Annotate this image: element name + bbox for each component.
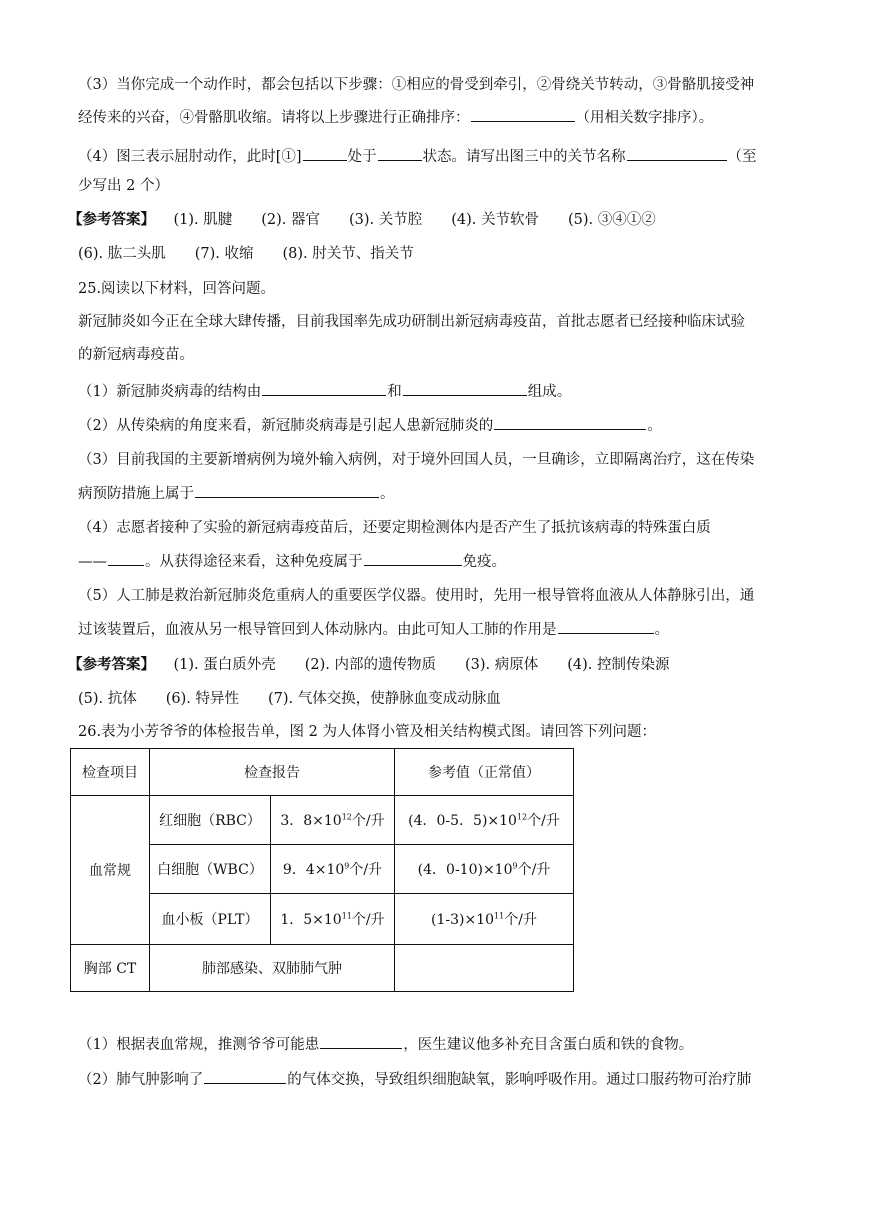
q25-part1 [78,381,571,402]
wbc-value-exp: 9 [344,861,350,871]
plt-ref-base: (1-3)×10 [431,912,495,928]
plt-name: 血小板（PLT） [150,894,271,945]
wbc-reference [395,845,574,894]
plt-ref-unit: 个/升 [504,912,537,928]
rbc-ref-unit: 个/升 [527,813,560,829]
q25-part1-text-a: （1）新冠肺炎病毒的结构由 [78,384,262,400]
q25-part2 [78,415,662,436]
q25-part4-dash: —— [78,554,107,570]
group-blood-routine: 血常规 [71,796,150,945]
q24-part4-line2: 少写出 2 个） [78,178,169,194]
wbc-value-base: 9．4×10 [282,862,345,878]
q26-answer-blank-1[interactable] [320,1034,402,1049]
plt-value-unit: 个/升 [351,912,385,928]
q24-part4-text-d: （至 [727,149,757,165]
rbc-value [271,796,395,845]
wbc-value-unit: 个/升 [349,862,383,878]
q25-answer-blank-1[interactable] [262,381,386,396]
q26-part2 [78,1069,751,1090]
q25-answer-blank-2[interactable] [403,381,527,396]
q25-part3-line1: （3）目前我国的主要新增病例为境外输入病例，对于境外回国人员，一旦确诊，立即隔离治疗，这在传染 [78,452,755,468]
rbc-value-unit: 个/升 [351,813,385,829]
q25-answer-line1 [68,655,669,675]
q26-answer-blank-2[interactable] [204,1069,286,1084]
q25-material-line1: 新冠肺炎如今正在全球大肆传播，目前我国率先成功研制出新冠病毒疫苗，首批志愿者已经接种临床试验 [78,314,745,330]
q25-part4-text-c: 免疫。 [462,554,506,570]
rbc-ref-base: (4．0-5．5)×10 [408,813,517,829]
q25-material-line2: 的新冠病毒疫苗。 [78,347,194,363]
ct-name: 胸部 CT [71,945,150,992]
q25-part5-text-b: 。 [654,622,669,638]
wbc-name: 白细胞（WBC） [150,845,271,894]
q25-part4-line2 [78,551,506,572]
q25-part1-text-b: 和 [387,384,402,400]
q26-part1 [78,1034,693,1055]
q25-answer-blank-3[interactable] [494,415,646,430]
header-item: 检查项目 [71,749,150,796]
rbc-name: 红细胞（RBC） [150,796,271,845]
q25-part5-line1: （5）人工肺是救治新冠肺炎危重病人的重要医学仪器。使用时，先用一根导管将血液从人体静脉引出，通 [78,588,755,604]
header-report: 检查报告 [150,749,395,796]
plt-value-exp: 11 [341,911,352,921]
wbc-value [271,845,395,894]
q25-part1-text-c: 组成。 [527,384,572,400]
q25-answer-line2: (5). 抗体 (6). 特异性 (7). 气体交换，使静脉血变成动脉血 [78,691,501,707]
q25-part3-line2 [78,483,395,504]
q24-answers-1: (1). 肌腱 (2). 器官 (3). 关节腔 (4). 关节软骨 (5). ③④①② [173,212,656,228]
wbc-ref-base: (4．0-10)×10 [417,862,513,878]
q25-answer-blank-7[interactable] [558,619,654,634]
q26-part1-text-a: （1）根据表血常规，推测爷爷可能患 [78,1037,320,1053]
q24-part4-text-a: （4）图三表示屈肘动作，此时[①] [78,149,302,165]
plt-value-base: 1．5×10 [280,912,342,928]
plt-value [271,894,395,945]
q25-part3-text-b: 。 [380,486,395,502]
table-row [71,945,574,992]
table-header-row [71,749,574,796]
q24-part4-text-c: 状态。请写出图三中的关节名称 [422,149,626,165]
checkup-report-table [70,748,574,992]
q24-part4-line1 [78,146,757,167]
ct-value: 肺部感染、双肺肺气肿 [150,945,395,992]
q24-answer-label: 【参考答案】 [68,211,155,228]
q25-part2-text-a: （2）从传染病的角度来看，新冠肺炎病毒是引起人患新冠肺炎的 [78,418,494,434]
rbc-value-exp: 12 [341,812,352,822]
rbc-value-base: 3．8×10 [280,813,342,829]
q24-answer-line2: (6). 肱二头肌 (7). 收缩 (8). 肘关节、指关节 [78,246,414,262]
q24-part3-text-b: （用相关数字排序）。 [575,110,714,126]
q26-part1-text-b: ，医生建议他多补充目含蛋白质和铁的食物。 [403,1037,694,1053]
q26-part2-text-b: 的气体交换，导致组织细胞缺氧，影响呼吸作用。通过口服药物可治疗肺 [287,1072,752,1088]
q25-part4-text-b: 。从获得途径来看，这种免疫属于 [145,554,363,570]
q24-part3-line1: （3）当你完成一个动作时，都会包括以下步骤：①相应的骨受到牵引，②骨绕关节转动，③骨骼肌接受神 [78,77,755,93]
q25-title: 25.阅读以下材料，回答问题。 [78,281,276,297]
rbc-reference [395,796,574,845]
plt-reference [395,894,574,945]
q25-answer-blank-6[interactable] [364,551,462,566]
q26-title: 26.表为小芳爷爷的体检报告单，图 2 为人体肾小管及相关结构模式图。请回答下列问题： [78,724,656,740]
q25-part4-line1: （4）志愿者接种了实验的新冠病毒疫苗后，还要定期检测体内是否产生了抵抗该病毒的特殊蛋白质 [78,520,711,536]
q24-answer-blank-joints[interactable] [627,146,727,161]
plt-ref-exp: 11 [494,911,505,921]
q25-part3-text-a: 病预防措施上属于 [78,486,194,502]
q25-part5-text-a: 过该装置后，血液从另一根导管回到人体动脉内。由此可知人工肺的作用是 [78,622,557,638]
q25-answer-label: 【参考答案】 [68,656,155,673]
header-reference: 参考值（正常值） [395,749,574,796]
table-row [71,796,574,845]
q24-answer-blank-order[interactable] [471,107,575,122]
wbc-ref-exp: 9 [512,861,518,871]
q24-answer-blank-state[interactable] [378,146,422,161]
q25-answer-blank-5[interactable] [108,551,144,566]
q25-part5-line2 [78,619,669,640]
q26-part2-text-a: （2）肺气肿影响了 [78,1072,204,1088]
q25-part2-text-b: 。 [647,418,662,434]
ct-reference [395,945,574,992]
q24-answer-line1 [68,210,656,230]
rbc-ref-exp: 12 [516,812,528,822]
wbc-ref-unit: 个/升 [517,862,551,878]
q25-answer-blank-4[interactable] [195,483,379,498]
q24-answer-blank-muscle[interactable] [303,146,347,161]
q24-part4-text-b: 处于 [347,149,377,165]
q25-answers-1: (1). 蛋白质外壳 (2). 内部的遗传物质 (3). 病原体 (4). 控制传染源 [173,657,670,673]
q24-part3-text-a: 经传来的兴奋，④骨骼肌收缩。请将以上步骤进行正确排序： [78,110,470,126]
q24-part3-line2 [78,107,713,128]
